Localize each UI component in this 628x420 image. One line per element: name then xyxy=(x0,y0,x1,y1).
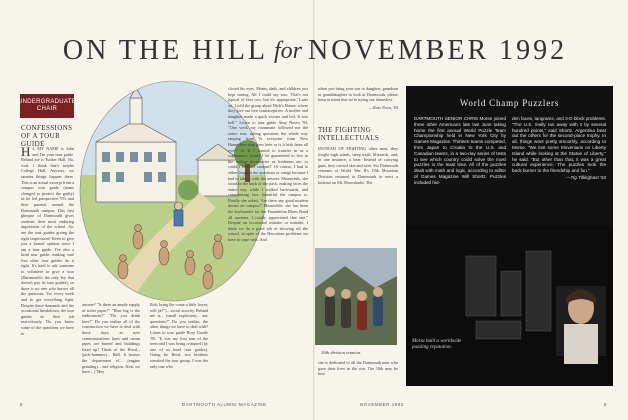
story1-dropcap: H xyxy=(21,146,31,159)
story1-column-2: answer? "Is there an ample supply of toilet paper?" "How big is the endowment?" "Do you drink beer?" Do you realize all of the construction we have to deal with these days, as new communications lines and steam pipes are buried and buildings fixed up? Think of the Hood... (jack-hammer)... Hall. It houses the department of... (engine grinding)... and religion. Next we have... ("Hey xyxy=(82,302,140,375)
headline-part3: NOVEMBER 1992 xyxy=(308,35,568,66)
sidebar-byline: —Tig Tillinghast '93 xyxy=(565,174,606,180)
reunion-photo xyxy=(315,248,397,345)
story1-end-text: when you bring your son or daughter, grandson or granddaughter to look at Dartmouth, please keep in mind that we're trying our darnedest. xyxy=(318,86,398,103)
sidebar-title: World Champ Puzzlers xyxy=(459,98,560,108)
sidebar-column-1: DARTMOUTH SENIOR CHRIS Morse joined three other Americans late last June taking home the first annual World Puzzle Team Championship held in New York City by Games Magazine. Thirteen teams competed, from Japan to Croatia to the U.S. and Canadian teams, in a two-day series of tests to see which country could solve the most puzzles in the least time. All of the puzzles dealt with math and logic, according to editor of Games Magazine Will Shortz. Puzzles included hid- xyxy=(414,116,506,185)
section-tag: UNDERGRADUATE CHAIR xyxy=(20,94,74,118)
sidebar-col2-text: den faces, tangrams, and 3-D block problems. "The U.S. really ran away with it by several hundred points," said Shortz. Argentina beat out the others for the second-place trophy. In all, things went pretty smoothly, according to Morse. "We lost some Slovenians on Liberty Island while looking at the Statue of Liberty," he said. "But other than that, it was a great cultural experience. The puzzles took the back burner to the friendship and fun." xyxy=(512,116,606,174)
right-folio-label: NOVEMBER 1992 xyxy=(360,402,404,407)
right-page-number: 9 xyxy=(604,402,608,407)
story1-column-1 xyxy=(21,146,74,400)
story1-ending xyxy=(318,86,398,122)
headline-part1: ON THE HILL xyxy=(62,35,268,66)
story2-title: THE FIGHTING INTELLECTUALS xyxy=(318,126,380,142)
left-folio-label: DARTMOUTH ALUMNI MAGAZINE xyxy=(182,402,267,407)
page-headline xyxy=(30,34,600,68)
reunion-photo-caption: 10th division reunion. xyxy=(321,350,362,355)
story2-text: INSTEAD OF FIGHTING other men, they fought high winds, steep trails, blizzards, and, in one instance, a bear. Instead of carrying guns, they carried skis and axes. Six Dartmouth veterans of World War II's 10th Mountain Division returned to Dartmouth to erect a lookout on Mt. Moosilauke. The xyxy=(318,146,398,185)
story1-byline: —Ross Nova, '94 xyxy=(369,104,398,110)
puzzle-photo-caption: Morse built a worldwide puzzling reputation. xyxy=(412,339,462,351)
headline-part2: for xyxy=(273,37,302,64)
puzzle-photo xyxy=(406,226,613,386)
story2-ending: site is dedicated to all the Dartmouth men who gave their lives in the war. The 10th may be best xyxy=(318,360,398,377)
story1-col1-text: I, MY NAME is John and I'm your tour guide. Behind me is Tucker Hall. No, wait, I think that's maybe College Hall. Anyway, we saunter things happen there. This is an actual excerpt from a campus tour guide (name changed to protect the guilty) as he led prospective '97s and their parents around the Dartmouth campus. This first glimpse of Dartmouth gives students their most enduring impression of the school. So, are the tour guides giving the right impression? Keen to give you a biased opinion since I am a tour guide. I've also a head tour guide, making sure five other tour guides do it right. It's hard to ask someone to volunteer to give a tour (Dartmouth's the only Ivy that doesn't pay its tour guides), so there is no one who knows all the questions. Yet, every week and to get everything right. Despite these demands and the occasional breakdown, the tour guides do their job marvelously. Do you know some of the questions we have to xyxy=(21,146,74,336)
left-page-number: 8 xyxy=(20,402,24,407)
sidebar-column-2 xyxy=(512,116,606,220)
story1-continuation: closed his eyes. Moms, dads, and children just kept staring. All I could say was, 'That's not typical of first row, but it's appropriate.' Later on, I told the group about Dick's House, where they give out free contraceptives. A mother and daughter made a quick excuse and left. It was hell." Listen to tour guide Amy Novin '94: "One week my roommate followed me the entire tour, asking questions the whole way ranging from 'Is everyone from New Hampshire who goes here or is it kids from all over?' to 'If I wanted to transfer in as a sophomore, would I be guaranteed to live in the college dormitories as freshmen are, or could I live off campus?' Of course, I had to either laugh at the questions or cringe because I had to take it with the answer. Meanwhile, she stood in the back of the pack, making faces the entire way while I walked backwards, and commenting how beautiful the campus is. Finally she asked, 'Are there any good modern dorms on campus?' Meanwhile, she has been the keyboarder for the Foundation Blues Band all summer. I totally appreciated that one." Despite an occasional mistake or mistake, I think we do a good job of showing off the school, in spite of the Herculean problems we have to cope with. And xyxy=(228,86,308,243)
story1-title: CONFESSIONS OF A TOUR GUIDE xyxy=(21,124,73,148)
story1-column-3: Bob, bring the crane a little lower, will ya?")... social activity. Behind me is... (small explosion)... any questions?" Do you realize, the other things we have to deal with? Listen to tour guide Rory Goode '95: "It was my first tour of the term and I was being critiqued (by one of us head tour guides). Going by Reed, two brothers streaked the tour group. I was the only one who xyxy=(150,302,208,369)
